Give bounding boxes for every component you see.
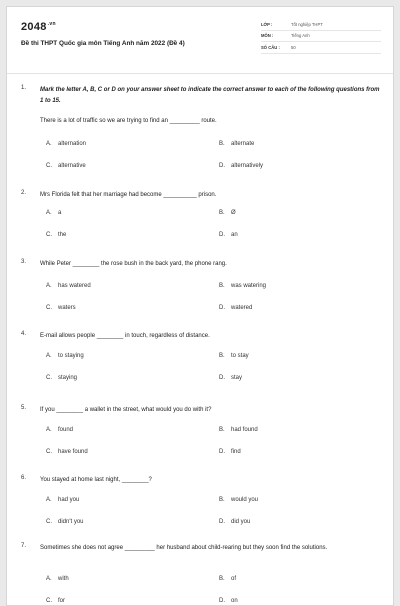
option-letter: C. xyxy=(46,375,52,381)
question-number: 1. xyxy=(21,85,27,91)
option-d[interactable] xyxy=(219,598,238,604)
option-text: has watered xyxy=(58,283,91,289)
question-number: 5. xyxy=(21,405,27,411)
option-letter: C. xyxy=(46,305,52,311)
meta-label: SỐ CÂU : xyxy=(261,44,280,50)
option-c[interactable] xyxy=(46,163,86,169)
question-text: E-mail allows people ________ in touch, regardless of distance. xyxy=(40,333,210,339)
option-text: have found xyxy=(58,449,88,455)
option-text: of xyxy=(231,576,237,582)
option-text: did you xyxy=(231,519,251,525)
meta-row-count xyxy=(261,42,381,54)
option-c[interactable] xyxy=(46,519,84,525)
option-letter: B. xyxy=(219,283,225,289)
option-d[interactable] xyxy=(219,519,250,525)
option-b[interactable] xyxy=(219,353,249,359)
option-a[interactable] xyxy=(46,497,79,503)
option-text: to staying xyxy=(58,353,84,359)
option-text: was watering xyxy=(231,283,267,289)
site-logo[interactable] xyxy=(21,21,56,33)
option-text: stay xyxy=(231,375,243,381)
question-number: 3. xyxy=(21,259,27,265)
logo-text: 2048 xyxy=(21,21,47,33)
question-number: 2. xyxy=(21,190,27,196)
option-letter: C. xyxy=(46,598,52,604)
exam-meta xyxy=(261,19,381,54)
option-b[interactable] xyxy=(219,210,236,216)
option-d[interactable] xyxy=(219,375,242,381)
option-letter: A. xyxy=(46,141,52,147)
option-c[interactable] xyxy=(46,375,77,381)
option-letter: C. xyxy=(46,163,52,169)
option-letter: D. xyxy=(219,598,225,604)
option-a[interactable] xyxy=(46,141,86,147)
question-text: While Peter ________ the rose bush in the back yard, the phone rang. xyxy=(40,261,227,267)
option-letter: C. xyxy=(46,232,52,238)
option-text: an xyxy=(231,232,238,238)
exam-page xyxy=(6,6,394,606)
option-letter: B. xyxy=(219,141,225,147)
logo-suffix: .vn xyxy=(47,21,56,27)
option-b[interactable] xyxy=(219,497,258,503)
option-c[interactable] xyxy=(46,232,66,238)
question-number: 7. xyxy=(21,543,27,549)
exam-header xyxy=(21,19,381,69)
question-text: You stayed at home last night, ________? xyxy=(40,477,152,483)
option-text: Ø xyxy=(231,210,236,216)
option-b[interactable] xyxy=(219,427,258,433)
option-letter: D. xyxy=(219,449,225,455)
meta-label: LỚP : xyxy=(261,21,273,27)
question-number: 6. xyxy=(21,475,27,481)
option-a[interactable] xyxy=(46,576,69,582)
option-text: alternatively xyxy=(231,163,264,169)
option-letter: C. xyxy=(46,519,52,525)
option-c[interactable] xyxy=(46,449,88,455)
option-letter: B. xyxy=(219,353,225,359)
option-a[interactable] xyxy=(46,427,73,433)
question-text: Mrs Florida felt that her marriage had become __________ prison. xyxy=(40,192,217,198)
option-d[interactable] xyxy=(219,305,252,311)
option-b[interactable] xyxy=(219,283,266,289)
question-text: Sometimes she does not agree _________ her husband about child-rearing but they soon find the solutions. xyxy=(40,545,328,551)
option-text: had you xyxy=(58,497,80,503)
option-b[interactable] xyxy=(219,141,254,147)
option-text: for xyxy=(58,598,66,604)
option-text: alternate xyxy=(231,141,255,147)
exam-title: Đề thi THPT Quốc gia môn Tiếng Anh năm 2022 (Đề 4) xyxy=(21,40,185,47)
option-letter: D. xyxy=(219,375,225,381)
option-a[interactable] xyxy=(46,210,61,216)
option-text: the xyxy=(58,232,67,238)
question-text: There is a lot of traffic so we are trying to find an _________ route. xyxy=(40,118,217,124)
option-letter: B. xyxy=(219,210,225,216)
option-text: find xyxy=(231,449,241,455)
question-number: 4. xyxy=(21,331,27,337)
option-c[interactable] xyxy=(46,598,65,604)
option-b[interactable] xyxy=(219,576,236,582)
option-a[interactable] xyxy=(46,283,91,289)
option-d[interactable] xyxy=(219,163,263,169)
option-letter: A. xyxy=(46,210,52,216)
option-letter: D. xyxy=(219,232,225,238)
option-text: didn't you xyxy=(58,519,84,525)
option-letter: A. xyxy=(46,283,52,289)
option-letter: D. xyxy=(219,519,225,525)
option-text: had found xyxy=(231,427,258,433)
option-letter: D. xyxy=(219,163,225,169)
meta-value: Tiếng Anh xyxy=(291,33,310,39)
meta-row-subject xyxy=(261,31,381,43)
option-letter: C. xyxy=(46,449,52,455)
option-letter: B. xyxy=(219,576,225,582)
option-letter: A. xyxy=(46,497,52,503)
meta-value: 50 xyxy=(291,44,296,50)
option-letter: D. xyxy=(219,305,225,311)
question-text: If you ________ a wallet in the street, what would you do with it? xyxy=(40,407,212,413)
option-text: watered xyxy=(231,305,253,311)
header-divider xyxy=(7,73,394,74)
option-d[interactable] xyxy=(219,232,238,238)
option-text: found xyxy=(58,427,74,433)
option-letter: A. xyxy=(46,353,52,359)
option-text: alternative xyxy=(58,163,86,169)
option-text: alternation xyxy=(58,141,87,147)
option-letter: B. xyxy=(219,497,225,503)
question-instruction: Mark the letter A, B, C or D on your answer sheet to indicate the correct answer to each of the following questions from 1 to 15. xyxy=(40,87,380,104)
option-letter: B. xyxy=(219,427,225,433)
meta-row-class xyxy=(261,19,381,31)
option-a[interactable] xyxy=(46,353,84,359)
option-text: a xyxy=(58,210,62,216)
option-text: staying xyxy=(58,375,78,381)
option-text: waters xyxy=(58,305,76,311)
option-text: with xyxy=(58,576,69,582)
option-text: would you xyxy=(231,497,259,503)
meta-label: MÔN : xyxy=(261,33,274,39)
option-letter: A. xyxy=(46,427,52,433)
meta-value: Tốt nghiệp THPT xyxy=(291,21,323,27)
option-d[interactable] xyxy=(219,449,241,455)
option-text: on xyxy=(231,598,238,604)
option-letter: A. xyxy=(46,576,52,582)
option-c[interactable] xyxy=(46,305,76,311)
option-text: to stay xyxy=(231,353,249,359)
